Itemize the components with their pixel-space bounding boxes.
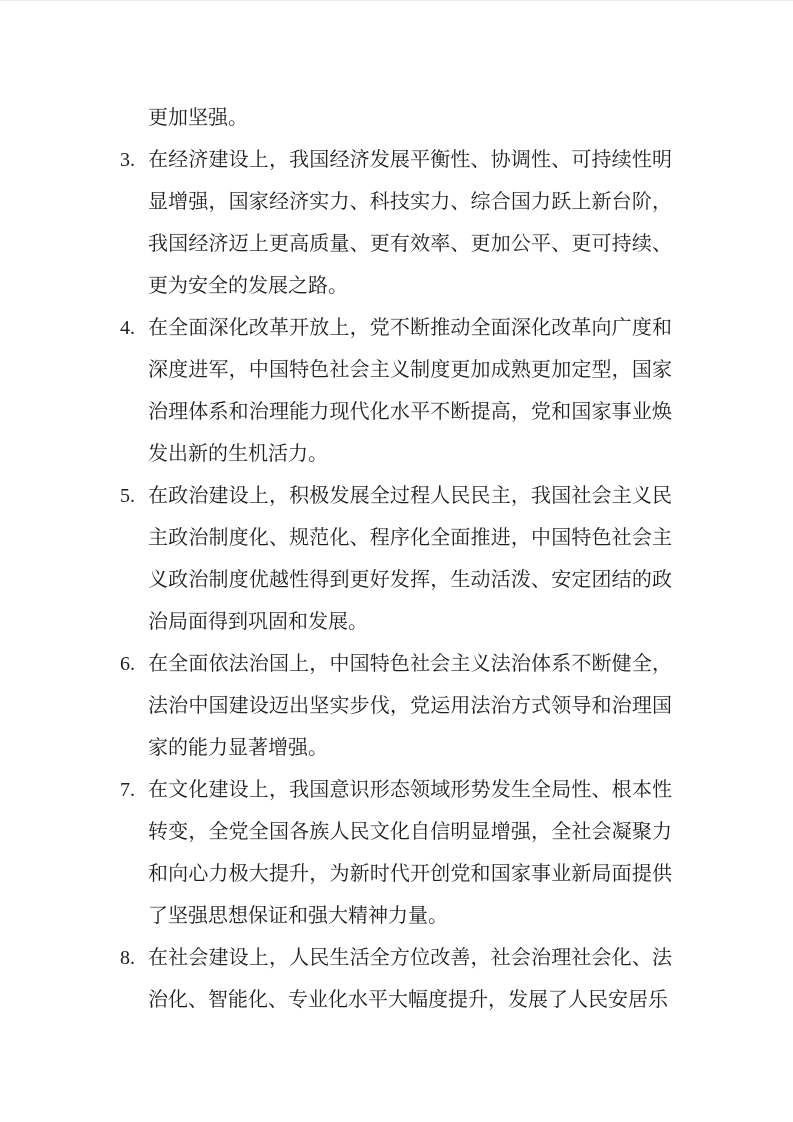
list-item-number: 5. <box>120 485 135 507</box>
list-item-number: 8. <box>120 947 135 969</box>
paragraph-continuation-line <box>148 97 672 139</box>
list-item-text: 在政治建设上，积极发展全过程人民民主，我国社会主义民主政治制度化、规范化、程序化全面推进，中国特色社会主义政治制度优越性得到更好发挥，生动活泼、安定团结的政治局面得到巩固和发展。 <box>148 485 672 633</box>
list-item <box>120 139 672 307</box>
list-item-number: 3. <box>120 149 135 171</box>
numbered-list <box>120 139 672 1021</box>
list-item <box>120 937 672 1021</box>
list-item-text: 在全面深化改革开放上，党不断推动全面深化改革向广度和深度进军，中国特色社会主义制度更加成熟更加定型，国家治理体系和治理能力现代化水平不断提高，党和国家事业焕发出新的生机活力。 <box>148 317 672 465</box>
list-item-number: 6. <box>120 653 135 675</box>
list-item-text: 在文化建设上，我国意识形态领域形势发生全局性、根本性转变，全党全国各族人民文化自信明显增强，全社会凝聚力和向心力极大提升，为新时代开创党和国家事业新局面提供了坚强思想保证和强大精神力量。 <box>148 779 672 927</box>
list-item-text: 在社会建设上，人民生活全方位改善，社会治理社会化、法治化、智能化、专业化水平大幅度提升，发展了人民安居乐 <box>148 947 672 1011</box>
list-item <box>120 769 672 937</box>
list-item-text: 在经济建设上，我国经济发展平衡性、协调性、可持续性明显增强，国家经济实力、科技实力、综合国力跃上新台阶，我国经济迈上更高质量、更有效率、更加公平、更可持续、更为安全的发展之路。 <box>148 149 672 297</box>
list-item <box>120 307 672 475</box>
list-item-number: 4. <box>120 317 135 339</box>
paragraph-continuation-text: 更加坚强。 <box>148 107 248 129</box>
list-item <box>120 643 672 769</box>
list-item-text: 在全面依法治国上，中国特色社会主义法治体系不断健全，法治中国建设迈出坚实步伐，党运用法治方式领导和治理国家的能力显著增强。 <box>148 653 672 759</box>
list-item <box>120 475 672 643</box>
list-item-number: 7. <box>120 779 135 801</box>
